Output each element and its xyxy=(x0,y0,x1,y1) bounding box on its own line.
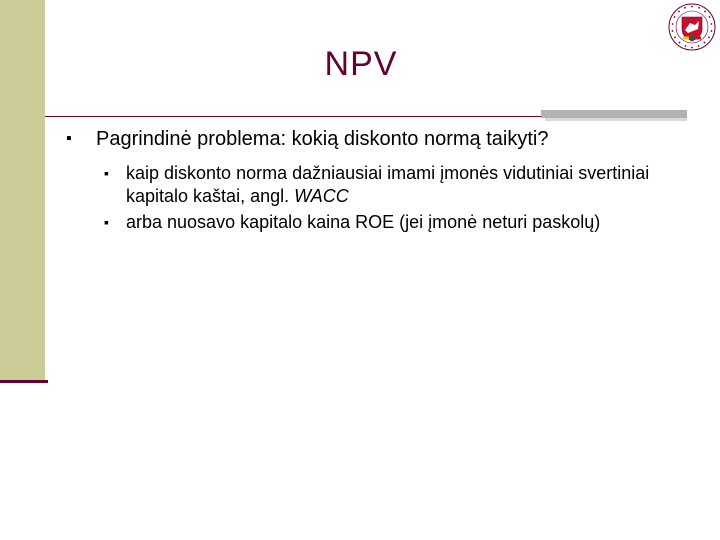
square-bullet-icon: ▪ xyxy=(104,165,109,181)
sub-bullet-italic-term: WACC xyxy=(294,186,349,206)
sub-bullet-text: arba nuosavo kapitalo kaina ROE (jei įmonė neturi paskolų) xyxy=(126,212,601,232)
title-divider-gray-shadow xyxy=(545,118,687,121)
bullet-text: Pagrindinė problema: kokią diskonto normą taikyti? xyxy=(96,128,549,150)
square-bullet-icon: ▪ xyxy=(66,130,72,147)
bullet-level1 xyxy=(66,126,706,152)
square-bullet-icon: ▪ xyxy=(104,214,109,230)
university-seal-icon xyxy=(668,3,716,51)
sub-bullet-text: kaip diskonto norma dažniausiai imami įmonės vidutiniai svertiniai kapitalo kaštai, angl. xyxy=(126,163,650,206)
slide-title: NPV xyxy=(324,45,398,83)
title-divider-gray-bar xyxy=(541,110,687,118)
bullet-level2 xyxy=(104,211,686,234)
bullet-level2 xyxy=(104,162,686,208)
left-sidebar-bar xyxy=(0,0,45,381)
left-sidebar-accent xyxy=(0,380,48,383)
title-divider xyxy=(45,116,545,117)
sub-bullet-list xyxy=(104,162,706,234)
slide-body xyxy=(66,126,706,237)
